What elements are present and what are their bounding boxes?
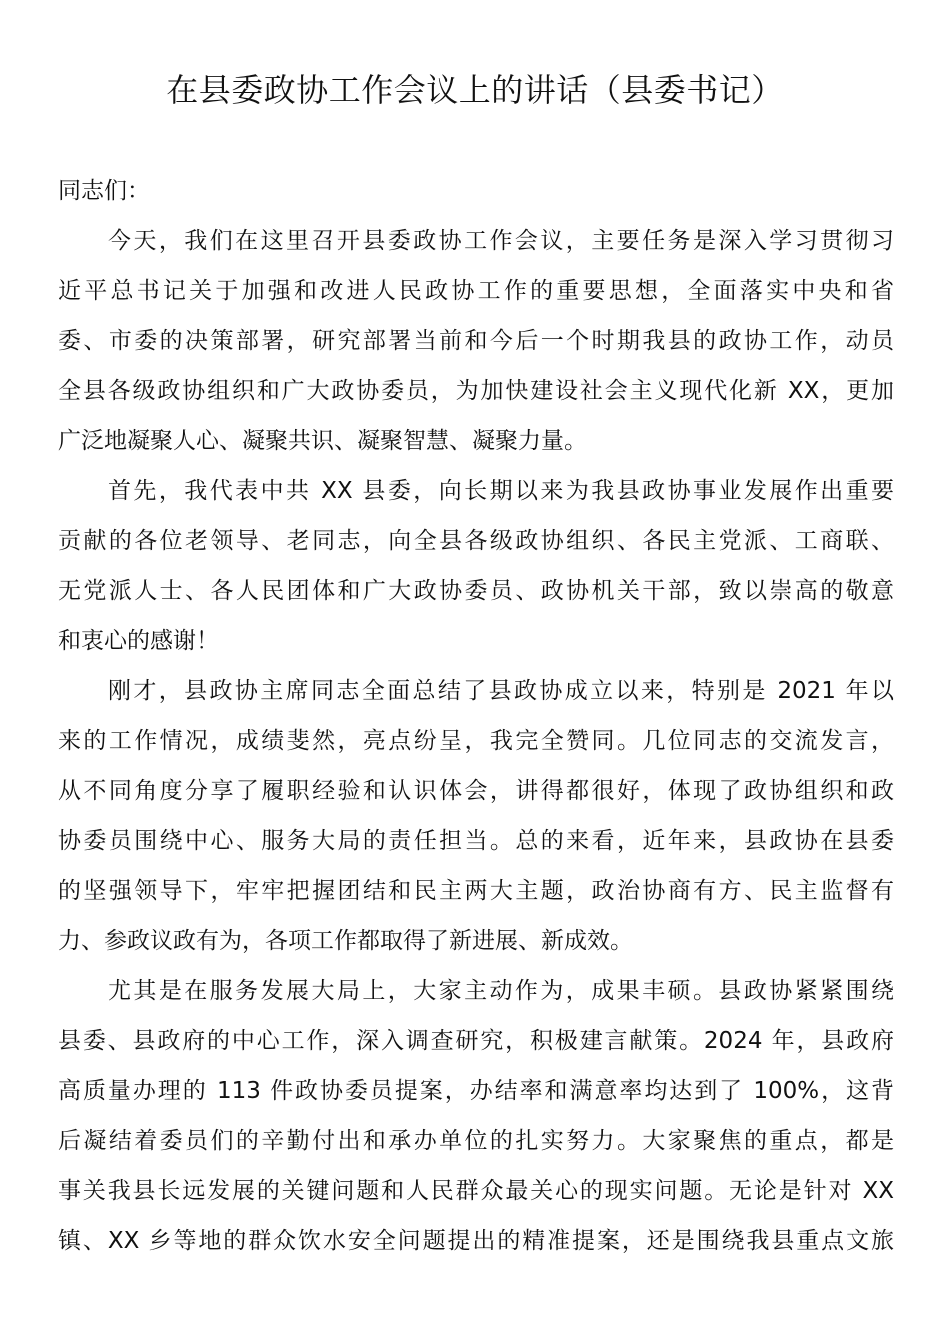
paragraph-line: 无党派人士、各人民团体和广大政协委员、政协机关干部，致以崇高的敬意 bbox=[58, 578, 894, 604]
paragraph-line: 后凝结着委员们的辛勤付出和承办单位的扎实努力。大家聚焦的重点，都是 bbox=[58, 1128, 894, 1154]
paragraph-line: 广泛地凝聚人心、凝聚共识、凝聚智慧、凝聚力量。 bbox=[58, 428, 587, 454]
paragraph-line: 镇、XX 乡等地的群众饮水安全问题提出的精准提案，还是围绕我县重点文旅 bbox=[58, 1228, 894, 1254]
paragraph-review bbox=[58, 666, 894, 966]
document-title: 在县委政协工作会议上的讲话（县委书记） bbox=[166, 71, 784, 109]
paragraph-line: 事关我县长远发展的关键问题和人民群众最关心的现实问题。无论是针对 XX bbox=[58, 1178, 894, 1204]
paragraph-line: 全县各级政协组织和广大政协委员，为加快建设社会主义现代化新 XX，更加 bbox=[58, 378, 894, 404]
paragraph-line: 近平总书记关于加强和改进人民政协工作的重要思想，全面落实中央和省 bbox=[58, 278, 894, 304]
paragraph-achievements bbox=[58, 966, 894, 1266]
paragraph-thanks bbox=[58, 466, 894, 666]
paragraph-line: 县委、县政府的中心工作，深入调查研究，积极建言献策。2024 年，县政府 bbox=[58, 1028, 894, 1054]
paragraph-line: 力、参政议政有为，各项工作都取得了新进展、新成效。 bbox=[58, 928, 633, 954]
paragraph-line: 贡献的各位老领导、老同志，向全县各级政协组织、各民主党派、工商联、 bbox=[58, 528, 894, 554]
paragraph-line: 首先，我代表中共 XX 县委，向长期以来为我县政协事业发展作出重要 bbox=[108, 478, 894, 504]
paragraph-line: 高质量办理的 113 件政协委员提案，办结率和满意率均达到了 100%，这背 bbox=[58, 1078, 894, 1104]
paragraph-opening bbox=[58, 216, 894, 466]
paragraph-line: 协委员围绕中心、服务大局的责任担当。总的来看，近年来，县政协在县委 bbox=[58, 828, 894, 854]
paragraph-line: 今天，我们在这里召开县委政协工作会议，主要任务是深入学习贯彻习 bbox=[108, 228, 894, 254]
paragraph-line: 来的工作情况，成绩斐然，亮点纷呈，我完全赞同。几位同志的交流发言， bbox=[58, 728, 894, 754]
paragraph-line: 和衷心的感谢！ bbox=[58, 628, 219, 654]
paragraph-line: 的坚强领导下，牢牢把握团结和民主两大主题，政治协商有方、民主监督有 bbox=[58, 878, 894, 904]
salutation: 同志们： bbox=[58, 178, 150, 204]
paragraph-line: 刚才，县政协主席同志全面总结了县政协成立以来，特别是 2021 年以 bbox=[108, 678, 894, 704]
paragraph-line: 委、市委的决策部署，研究部署当前和今后一个时期我县的政协工作，动员 bbox=[58, 328, 894, 354]
paragraph-line: 尤其是在服务发展大局上，大家主动作为，成果丰硕。县政协紧紧围绕 bbox=[108, 978, 894, 1004]
paragraph-line: 从不同角度分享了履职经验和认识体会，讲得都很好，体现了政协组织和政 bbox=[58, 778, 894, 804]
document-body bbox=[58, 166, 894, 1266]
